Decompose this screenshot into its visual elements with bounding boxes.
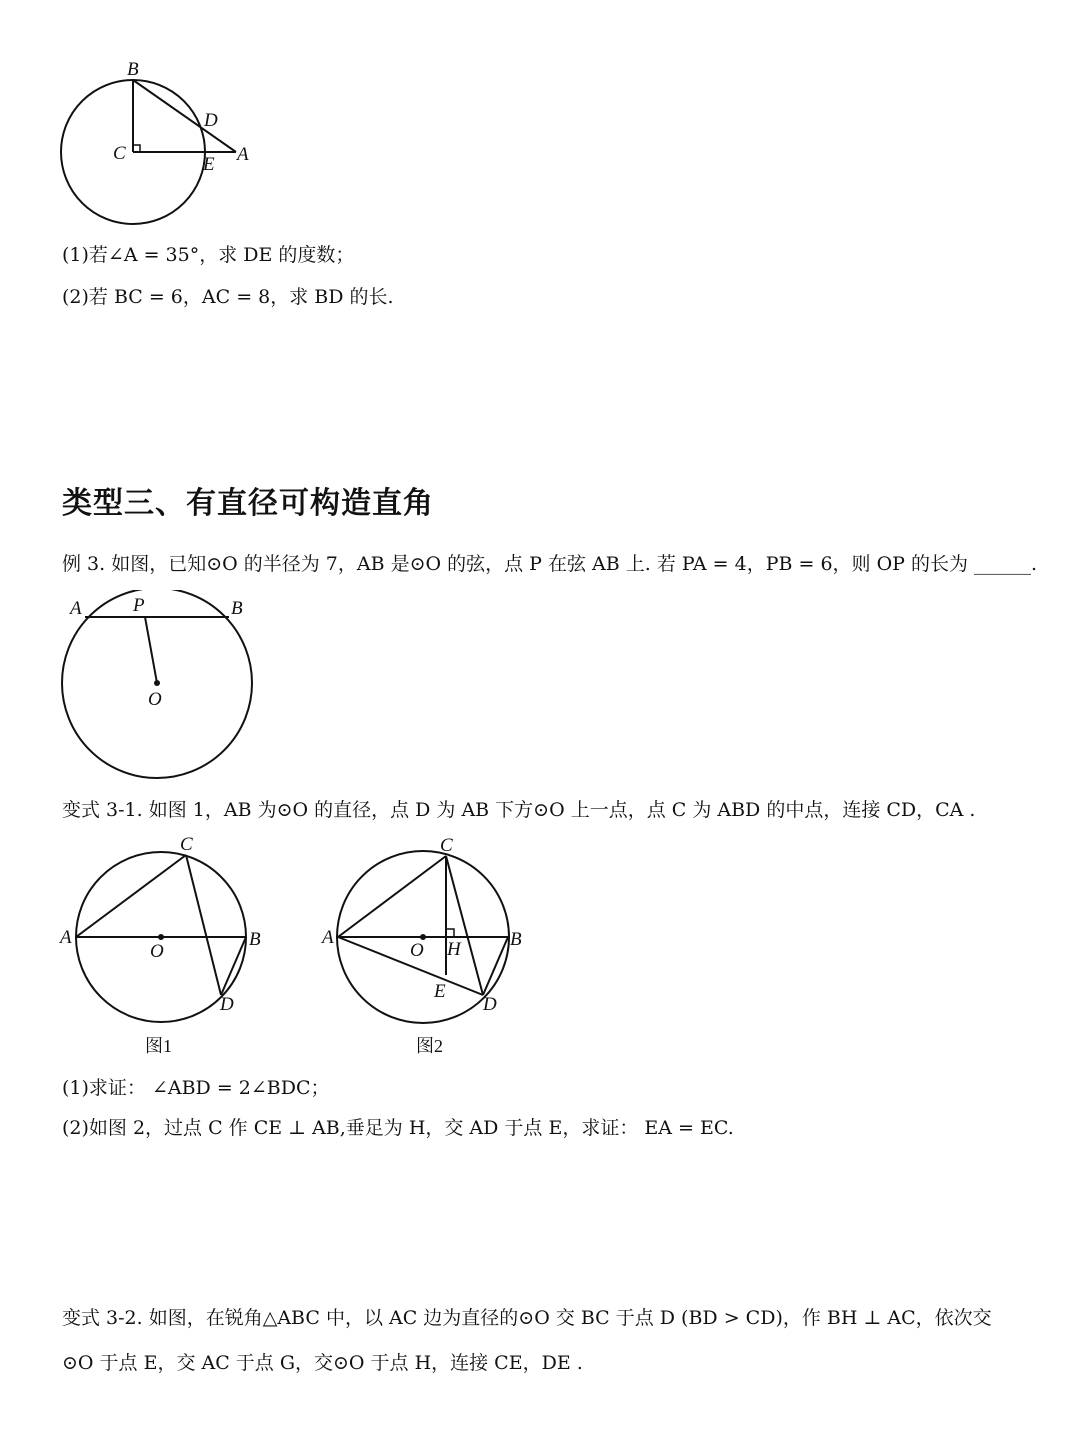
fig2-label-p: P (133, 595, 145, 616)
problem1-question-1: (1)若∠A = 35°，求 DE 的度数； (62, 244, 355, 266)
fig4-right-angle-mark (446, 929, 454, 937)
fig1-right-angle-mark (133, 145, 140, 152)
fig3-segment-ac (76, 855, 186, 937)
fig2-segment-op (145, 617, 157, 683)
figure-3-fig1 (55, 830, 270, 1060)
variant32-line-2: ⊙O 于点 E，交 AC 于点 G，交⊙O 于点 H，连接 CE，DE . (62, 1352, 583, 1374)
variant31-question-2: (2)如图 2，过点 C 作 CE ⊥ AB,垂足为 H，交 AD 于点 E，求证： EA = EC. (62, 1117, 734, 1139)
fig3-label-o: O (150, 941, 164, 962)
problem1-question-2: (2)若 BC = 6，AC = 8，求 BD 的长. (62, 286, 394, 308)
variant31-question-1: (1)求证： ∠ABD = 2∠BDC； (62, 1077, 330, 1099)
fig2-center-point (154, 680, 160, 686)
fig2-label-b: B (231, 598, 243, 619)
fig4-segment-ac (338, 856, 446, 937)
fig4-label-a: A (322, 927, 334, 948)
fig1-label-a: A (237, 144, 249, 165)
fig3-segment-cd (186, 855, 221, 995)
fig3-caption: 图1 (145, 1036, 172, 1056)
fig4-label-h: H (447, 939, 461, 960)
fig1-label-d: D (204, 110, 218, 131)
figure-2-circle-chord (55, 590, 265, 780)
fig4-label-d: D (483, 994, 497, 1015)
fig4-segment-cd (446, 856, 483, 995)
variant31-text: 变式 3-1. 如图 1，AB 为⊙O 的直径，点 D 为 AB 下方⊙O 上一点，点 C 为 ABD 的中点，连接 CD，CA . (62, 799, 976, 821)
fig2-label-a: A (70, 598, 82, 619)
fig4-label-o: O (410, 940, 424, 961)
fig3-label-b: B (249, 929, 261, 950)
fig3-label-c: C (180, 834, 193, 855)
fig4-label-c: C (440, 835, 453, 856)
variant32-line-1: 变式 3-2. 如图，在锐角△ABC 中，以 AC 边为直径的⊙O 交 BC 于点 D (BD > CD)，作 BH ⊥ AC，依次交 (62, 1307, 992, 1329)
figure-4-fig2 (318, 830, 533, 1060)
example3-text: 例 3. 如图，已知⊙O 的半径为 7，AB 是⊙O 的弦，点 P 在弦 AB 上. 若 PA = 4，PB = 6，则 OP 的长为 ______. (62, 553, 1038, 575)
fig4-label-b: B (510, 929, 522, 950)
fig1-label-b: B (127, 59, 139, 80)
fig1-segment-ba (133, 80, 236, 152)
fig3-center-point (158, 934, 164, 940)
fig4-label-e: E (434, 981, 446, 1002)
fig1-label-c: C (113, 143, 126, 164)
section-title: 类型三、有直径可构造直角 (62, 486, 434, 521)
fig3-label-d: D (220, 994, 234, 1015)
fig1-label-e: E (203, 154, 215, 175)
fig2-label-o: O (148, 689, 162, 710)
fig3-label-a: A (60, 927, 72, 948)
fig3-segment-bd (221, 937, 246, 995)
fig4-caption: 图2 (416, 1036, 443, 1056)
figure-1-circle-triangle (55, 55, 275, 235)
